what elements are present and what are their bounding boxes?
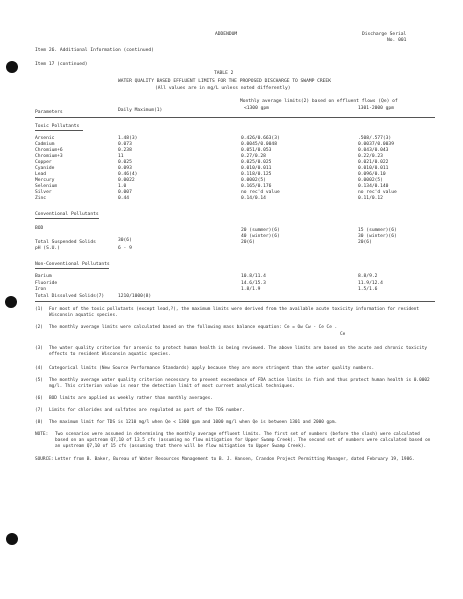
document-page: ADDENDUM Discharge Serial No. 001 Item 26. Additional Information (continued) Item 17 (continued) TABLE 2 WATER QUALITY BASED EFFLUENT LIMITS FOR THE PROPOSED DISCHARGE TO SWAMP CREEK (All values are in mg/L unless noted differently) Monthly average limits(2) based on effluent flows (Qe) of <1300 gpm 1301-2000 gpm Parameters Daily Maximum(1) Toxic Pollutants Arsenic 1.48(3) 0.426/0.663(3) .508/.577(3) Cadmium 0.073 0.0045/0.0048 0.0037/0.0039 Chromium+6 0.238 0.051/0.053 0.043/0.043 Chromium+3 11 0.27/0.28 0.22/0.23 Copper 0.025 0.025/0.025 0.021/0.022 Cyanide 0.093 0.010/0.011 0.010/0.011 Lead 0.46(4) 0.118/0.125 0.096/0.10 Mercury 0.0022 0.0002(5) 0.0002(5) Selenium 1.0 0.165/0.176 0.134/0.140 Silver 0.007 no rec'd value no rec'd value Zinc 0.44 0.14/0.14 0.11/0.12 Conventional Pollutants BOD 20 (summer)(6) 15 (summer)(6) 40 (winter)(6) 30 (winter)(6) Total Suspended Solids 30(6) 20(6) 20(6) pH (S.U.) 6 - 9 Non-Conventional Pollutants Barium 10.8/11.4 8.8/9.2 Fluoride 14.6/15.3 11.9/12.4 Iron 1.8/1.9 1.5/1.6 Total Dissolved Solids(7) 1210/1000(8) (1) For most of the toxic pollutants (except lead,?), the maximum limits were derived from the available acute toxicity information for resident Wisconsin aquatic species. (2) The monthly average limits were calculated based on the following mass balance equation: Ce = Ow Cw - Ce Ce . Ce (3) The water quality criterion for arsenic to protect human health is being reviewed. The above limits are based on the acute and chronic toxicity effects to resident Wisconsin aquatic species. (4) Categorical limits (New Source Performance Standards) apply because they are more stringent than the water quality numbers. (5) The monthly average water quality criterion necessary to prevent exceedance of FDA action limits in fish and thus protect human health is 0.0002 mg/l. This criterion value is near the detection limit of most current analytical techniques. (6) BOD limits are applied as weekly rather than monthly averages. (7) Limits for chlorides and sulfates are regulated as part of the TDS number. (8) The maximum limit for TDS is 1210 mg/l when Qe < 1300 gpm and 1000 mg/l when Qe is between 1301 and 2000 gpm. NOTE: Two scenarios were assumed in determining the monthly average effluent limits. The first set of numbers (before the slash) were calculated based on an upstream Q7,10 of 13.5 cfs (assuming no flow mitigation for Upper Swamp Creek). The second set of numbers were calculated based on an upstream Q7,10 of 15 cfs (assuming that there will be flow mitigation to Upper Swamp Creek). SOURCE: Letter from B. Baker, Bureau of Water Resources Management to B. J. Hansen, Crandon Project Permitting Manager, dated February 19, 1986. (0, 0, 463, 599)
binder-hole-top (6, 61, 18, 73)
table-note: NOTE: Two scenarios were assumed in determining the monthly average effluent limits. The first set of numbers (before the slash) were calculated based on an upstream Q7,10 of 13.5 cfs (assuming no flow mitigation for Upper Swamp Creek). The second set of numbers were calculated based on an upstream Q7,10 of 15 cfs (assuming that there will be flow mitigation to Upper Swamp Creek). (35, 432, 431, 450)
section-underline-non-conventional (35, 268, 109, 269)
column-header-parameter: Parameters (35, 110, 63, 115)
table-subtitle: (All values are in mg/L unless noted differently) (155, 86, 291, 91)
table-bottom-rule (35, 301, 435, 302)
column-header-high-flow: 1301-2000 gpm (358, 106, 394, 111)
footnote-4: (4) Categorical limits (New Source Performance Standards) apply because they are more stringent than the water quality numbers. (35, 366, 375, 371)
column-group-header: Monthly average limits(2) based on effluent flows (Qe) of (240, 99, 398, 104)
table-header-rule (35, 117, 435, 118)
header-right-line2: No. 001 (387, 38, 407, 43)
footnote-2: (2) The monthly average limits were calculated based on the following mass balance equation: Ce = Ow Cw - Ce Ce . (35, 325, 338, 330)
table-title: WATER QUALITY BASED EFFLUENT LIMITS FOR THE PROPOSED DISCHARGE TO SWAMP CREEK (118, 79, 331, 84)
binder-hole-bottom (6, 533, 18, 545)
footnote-1: (1) For most of the toxic pollutants (except lead,?), the maximum limits were derived from the available acute toxicity information for resident Wisconsin aquatic species. (35, 307, 420, 319)
footnote-5: (5) The monthly average water quality criterion necessary to prevent exceedance of FDA action limits in fish and thus protect human health is 0.0002 mg/l. This criterion value is near the detection limit of most current analytical techniques. (35, 378, 430, 390)
column-header-daily-max: Daily Maximum(1) (118, 108, 163, 113)
footnote-7: (7) Limits for chlorides and sulfates are regulated as part of the TDS number. (35, 408, 245, 413)
equation-denominator: Ce (340, 332, 346, 337)
item-17-heading: Item 17 (continued) (35, 62, 88, 67)
binder-hole-middle (5, 296, 17, 308)
header-right-line1: Discharge Serial (362, 32, 407, 37)
section-heading-conventional: Conventional Pollutants (35, 212, 99, 217)
section-heading-toxic: Toxic Pollutants (35, 124, 80, 129)
column-header-low-flow: <1300 gpm (244, 106, 269, 111)
header-center: ADDENDUM (215, 32, 238, 37)
section-underline-toxic (35, 130, 83, 131)
section-heading-non-conventional: Non-Conventional Pollutants (35, 262, 110, 267)
footnote-3: (3) The water quality criterion for arsenic to protect human health is being reviewed. The above limits are based on the acute and chronic toxicity effects to resident Wisconsin aquatic species. (35, 346, 428, 358)
item-26-heading: Item 26. Additional Information (continued) (35, 48, 154, 53)
footnote-8: (8) The maximum limit for TDS is 1210 mg/l when Qe < 1300 gpm and 1000 mg/l when Qe is between 1301 and 2000 gpm. (35, 420, 338, 425)
table-source: SOURCE: Letter from B. Baker, Bureau of Water Resources Management to B. J. Hansen, Crandon Project Permitting Manager, dated February 19, 1986. (35, 457, 415, 462)
footnote-6: (6) BOD limits are applied as weekly rather than monthly averages. (35, 396, 213, 401)
table-label: TABLE 2 (214, 71, 234, 76)
section-underline-conventional (35, 218, 99, 219)
